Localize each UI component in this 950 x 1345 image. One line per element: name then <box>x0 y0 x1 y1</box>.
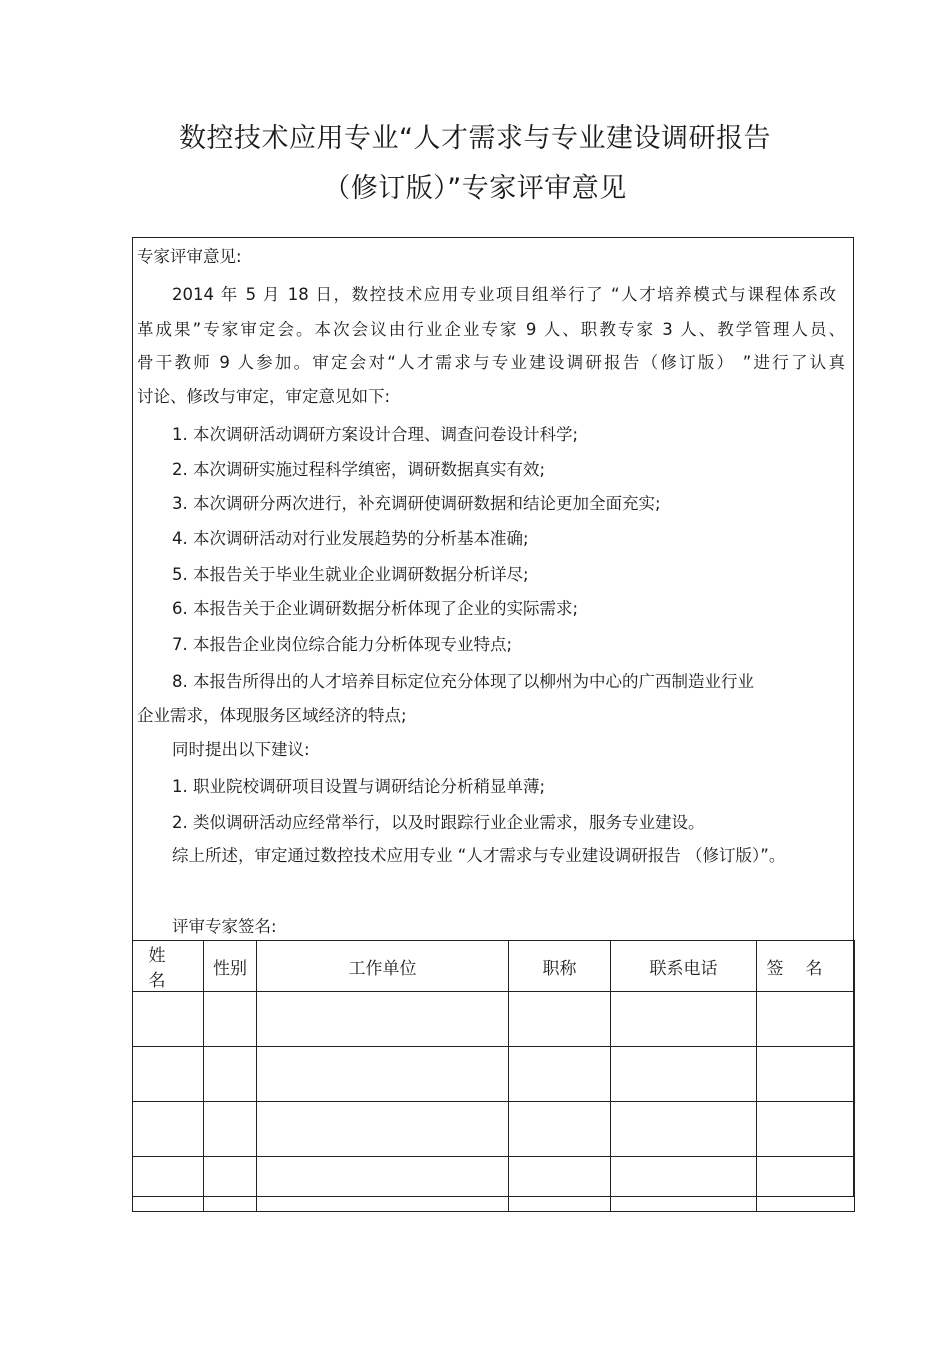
cell-signature[interactable] <box>757 992 855 1047</box>
cell-work-unit[interactable] <box>257 1157 509 1212</box>
cell-gender[interactable] <box>204 992 257 1047</box>
cell-signature[interactable] <box>757 1047 855 1102</box>
cell-phone[interactable] <box>611 1157 757 1212</box>
header-work-unit: 工作单位 <box>257 941 509 992</box>
document-title-line-2: （修订版）”专家评审意见 <box>323 173 627 204</box>
signature-label: 评审专家签名: <box>172 917 277 936</box>
signature-table <box>132 940 855 1212</box>
cell-gender[interactable] <box>204 1047 257 1102</box>
cell-signature[interactable] <box>757 1157 855 1212</box>
cell-name[interactable] <box>133 992 204 1047</box>
opinion-heading: 专家评审意见: <box>137 247 242 266</box>
opinion-point-6: 6. 本报告关于企业调研数据分析体现了企业的实际需求; <box>172 599 579 618</box>
opinion-point-2: 2. 本次调研实施过程科学缜密，调研数据真实有效; <box>172 460 546 479</box>
conclusion: 综上所述，审定通过数控技术应用专业 “人才需求与专业建设调研报告 （修订版）”。 <box>172 846 786 865</box>
header-name: 姓名 <box>133 941 204 992</box>
intro-line-4: 讨论、修改与审定，审定意见如下: <box>137 387 391 406</box>
header-gender: 性别 <box>204 941 257 992</box>
suggestion-1: 1. 职业院校调研项目设置与调研结论分析稍显单薄; <box>172 777 546 796</box>
cell-signature[interactable] <box>757 1102 855 1157</box>
opinion-point-8-continued: 企业需求，体现服务区域经济的特点; <box>137 706 407 725</box>
cell-work-unit[interactable] <box>257 992 509 1047</box>
signature-table-header-row <box>133 941 855 992</box>
intro-line-2: 革成果”专家审定会。本次会议由行业企业专家 9 人、职教专家 3 人、教学管理人员、 <box>137 320 845 339</box>
cell-phone[interactable] <box>611 1047 757 1102</box>
cell-work-unit[interactable] <box>257 1102 509 1157</box>
opinion-point-1: 1. 本次调研活动调研方案设计合理、调查问卷设计科学; <box>172 425 579 444</box>
cell-title[interactable] <box>509 1047 611 1102</box>
cell-gender[interactable] <box>204 1157 257 1212</box>
header-phone: 联系电话 <box>611 941 757 992</box>
opinion-point-7: 7. 本报告企业岗位综合能力分析体现专业特点; <box>172 635 513 654</box>
table-row <box>133 1157 855 1212</box>
opinion-point-4: 4. 本次调研活动对行业发展趋势的分析基本准确; <box>172 529 529 548</box>
cell-phone[interactable] <box>611 992 757 1047</box>
cell-title[interactable] <box>509 1102 611 1157</box>
suggestion-2: 2. 类似调研活动应经常举行，以及时跟踪行业企业需求，服务专业建设。 <box>172 813 705 832</box>
cell-gender[interactable] <box>204 1102 257 1157</box>
cell-name[interactable] <box>133 1102 204 1157</box>
cell-phone[interactable] <box>611 1102 757 1157</box>
opinion-point-8: 8. 本报告所得出的人才培养目标定位充分体现了以柳州为中心的广西制造业行业 <box>172 672 754 691</box>
header-title: 职称 <box>509 941 611 992</box>
header-signature: 签名 <box>757 941 855 992</box>
cell-title[interactable] <box>509 1157 611 1212</box>
suggestion-heading: 同时提出以下建议: <box>172 740 310 759</box>
opinion-point-5: 5. 本报告关于毕业生就业企业调研数据分析详尽; <box>172 565 529 584</box>
cell-title[interactable] <box>509 992 611 1047</box>
table-row <box>133 1047 855 1102</box>
table-row <box>133 992 855 1047</box>
cell-work-unit[interactable] <box>257 1047 509 1102</box>
intro-line-3: 骨干教师 9 人参加。审定会对“人才需求与专业建设调研报告（修订版） ”进行了认真 <box>137 353 845 372</box>
opinion-point-3: 3. 本次调研分两次进行，补充调研使调研数据和结论更加全面充实; <box>172 494 661 513</box>
table-row <box>133 1102 855 1157</box>
cell-name[interactable] <box>133 1047 204 1102</box>
cell-name[interactable] <box>133 1157 204 1212</box>
intro-line-1: 2014 年 5 月 18 日，数控技术应用专业项目组举行了 “人才培养模式与课程体系改 <box>172 285 836 304</box>
document-title-line-1: 数控技术应用专业“人才需求与专业建设调研报告 <box>179 123 771 154</box>
